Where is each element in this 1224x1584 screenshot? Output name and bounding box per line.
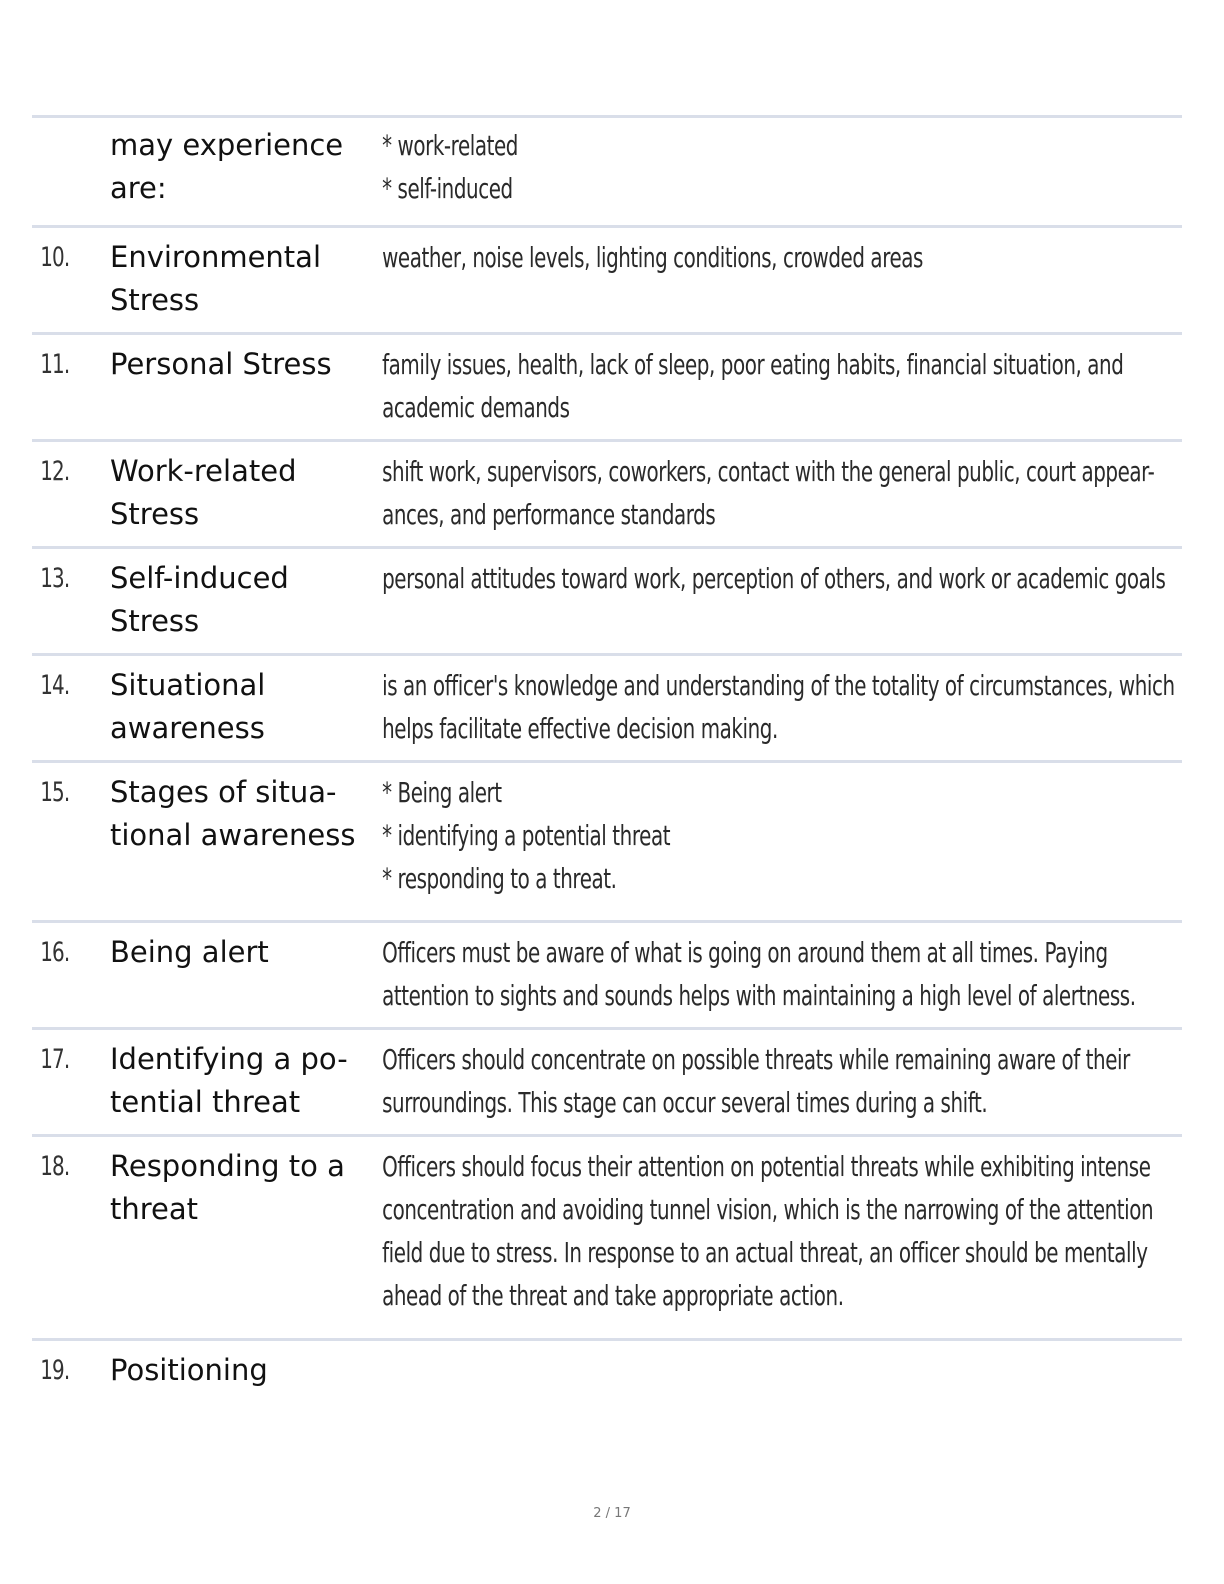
row-definition: weather, noise levels, lighting conditions, crowded areas [382, 241, 923, 274]
row-number: 11. [40, 349, 70, 380]
page-indicator: 2 / 17 [593, 1506, 631, 1521]
row-number: 10. [40, 242, 70, 273]
row-definition [375, 1349, 1190, 1398]
row-term: Self-induced Stress [110, 561, 289, 638]
row-number: 14. [40, 670, 70, 701]
row-number: 13. [40, 563, 70, 594]
row-number: 19. [40, 1355, 70, 1386]
table-row [32, 439, 1182, 546]
row-definition: Officers must be aware of what is going on around them at all times. Paying attention to sights and sounds helps with maintaining a high level of alertness. [382, 936, 1136, 1012]
table-row [32, 760, 1182, 920]
row-term: Identifying a po- tential threat [110, 1042, 348, 1119]
row-term: Work-related Stress [110, 454, 297, 531]
table-row [32, 920, 1182, 1027]
row-term: Environmental Stress [110, 240, 322, 317]
row-term: Stages of situa- tional awareness [110, 775, 356, 852]
flashcard-table [32, 115, 1182, 1408]
row-term: Being alert [110, 935, 269, 969]
row-number [32, 124, 96, 215]
row-number: 18. [40, 1151, 70, 1182]
row-definition: personal attitudes toward work, perception of others, and work or academic goals [382, 562, 1166, 595]
row-definition: shift work, supervisors, coworkers, contact with the general public, court appear- ances, and performance standards [382, 455, 1155, 531]
row-definition: family issues, health, lack of sleep, poor eating habits, financial situation, and academic demands [382, 348, 1124, 424]
table-row [32, 1134, 1182, 1338]
row-definition: Officers should concentrate on possible threats while remaining aware of their surroundings. This stage can occur several times during a shift. [382, 1043, 1130, 1119]
row-definition: * work-related * self-induced [382, 129, 518, 205]
table-row [32, 546, 1182, 653]
table-row [32, 332, 1182, 439]
table-row [32, 115, 1182, 225]
row-term: Responding to a threat [110, 1149, 345, 1226]
row-term: Situational awareness [110, 668, 266, 745]
row-number: 16. [40, 937, 70, 968]
row-term: Positioning [110, 1353, 268, 1387]
row-term: may experience are: [110, 128, 344, 205]
row-definition: is an officer's knowledge and understanding of the totality of circumstances, which helps facilitate effective decision making. [382, 669, 1175, 745]
row-number: 17. [40, 1044, 70, 1075]
row-term: Personal Stress [110, 347, 332, 381]
table-row [32, 1027, 1182, 1134]
table-row [32, 1338, 1182, 1408]
table-row [32, 653, 1182, 760]
row-definition: Officers should focus their attention on potential threats while exhibiting intense concentration and avoiding tunnel vision, which is the narrowing of the attention field due to stress. In response to an actual threat, an officer should be mentally ahead of the threat and take appropriate action. [382, 1150, 1154, 1312]
row-definition: * Being alert * identifying a potential threat * responding to a threat. [382, 776, 671, 895]
row-number: 15. [40, 777, 70, 808]
table-row [32, 225, 1182, 332]
row-number: 12. [40, 456, 70, 487]
